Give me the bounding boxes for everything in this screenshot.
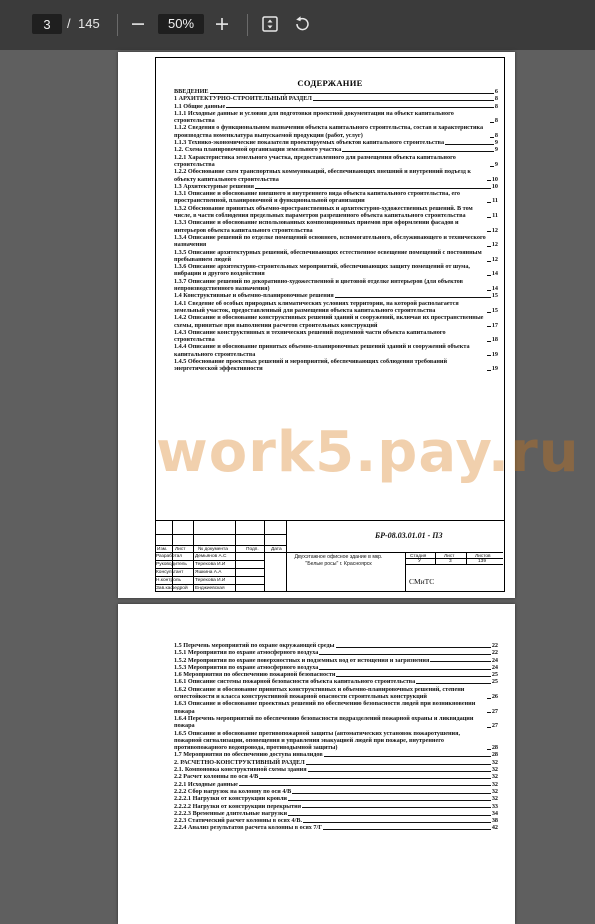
toc-entry-text: 1.1.2 Сведения о функциональном назначении объекта капитального строительства, состав и характеристика производства номенклатура выпускаемой продукции (работ, услуг) (174, 124, 484, 139)
toc-entry-text: 1.2.1 Характеристика земельного участка, предоставленного для размещения объекта капитального строительства (174, 153, 456, 168)
toc-entry-page: 8 (494, 131, 498, 139)
toc-entry[interactable] (174, 314, 498, 329)
object-name: Двухэтажное офисное здание в мкр. "Белые росы" г. Красноярск (294, 554, 383, 567)
watermark: work5.pay.ru (156, 420, 580, 485)
toc-entry-page: 25 (491, 678, 498, 686)
toc-leader-line (319, 654, 490, 655)
toc-entry[interactable] (174, 103, 498, 110)
sheets-label: Листов (475, 553, 491, 559)
toc-entry-text: 2.2.2.3 Временные длительные нагрузки (174, 809, 288, 817)
toc-entry[interactable] (174, 219, 498, 234)
toolbar-divider (247, 14, 248, 36)
document-page-3 (118, 52, 580, 598)
toc-leader-line (490, 137, 494, 138)
toc-entry-text: 1.1 Общие данные (174, 102, 226, 110)
stamp-role: Зав.кафедрой (156, 585, 188, 591)
toc-entry[interactable] (174, 146, 498, 153)
toc-entry-page: 12 (491, 226, 498, 234)
toc-entry[interactable] (174, 343, 498, 358)
toc-entry-text: 1.3 Архитектурные решения (174, 182, 255, 190)
toc-entry[interactable] (174, 358, 498, 373)
toc-entry-text: 2.2.2.1 Нагрузки от конструкции кровли (174, 795, 287, 803)
toc-entry[interactable] (174, 110, 498, 125)
fit-page-icon (261, 15, 279, 33)
toc-leader-line (487, 275, 491, 276)
toc-entry-page: 25 (491, 671, 498, 679)
toc-leader-line (255, 188, 491, 189)
toc-entry-page: 28 (491, 744, 498, 752)
toc-entry[interactable] (174, 664, 498, 671)
toc-entry-page: 38 (491, 817, 498, 825)
toc-entry[interactable] (174, 795, 498, 802)
toc-entry[interactable] (174, 766, 498, 773)
toc-entry[interactable] (174, 810, 498, 817)
toc-entry-text: 1.2.2 Обоснование схем транспортных коммуникаций, обеспечивающих внешний и внутренний подъезд к объекту капитального строительства (174, 168, 471, 183)
toc-entry-page: 32 (491, 773, 498, 781)
toc-entry-page: 27 (491, 707, 498, 715)
toc-leader-line (302, 807, 491, 808)
toc-leader-line (487, 217, 491, 218)
toc-list (174, 88, 498, 373)
stamp-header: Лист (175, 546, 186, 552)
toc-entry[interactable] (174, 139, 498, 146)
stamp-name: Демьянов А.С (195, 553, 227, 559)
toc-entry-page: 32 (491, 766, 498, 774)
toc-entry[interactable] (174, 788, 498, 795)
sheets-value: 139 (478, 559, 487, 564)
toc-leader-line (308, 771, 491, 772)
toc-entry-page: 8 (494, 95, 498, 103)
toc-entry-page: 8 (494, 102, 498, 110)
toc-entry[interactable] (174, 263, 498, 278)
toc-entry-text: 1.2. Схема планировочной организации земельного участка (174, 146, 342, 154)
minus-icon (131, 17, 145, 31)
stage-label: Стадия (410, 553, 427, 559)
toc-entry-text: 2.2.1 Исходные данные (174, 780, 238, 788)
toc-leader-line (487, 712, 491, 713)
toc-entry-text: 1.5 Перечень мероприятий по охране окружающей среды (174, 642, 335, 649)
stamp-line (264, 521, 265, 592)
toc-leader-line (487, 246, 491, 247)
toc-entry-page: 19 (491, 365, 498, 373)
toc-entry-page: 14 (491, 270, 498, 278)
toc-entry-page: 18 (491, 336, 498, 344)
stamp-line (286, 521, 287, 592)
toc-leader-line (336, 647, 491, 648)
toc-leader-line (210, 93, 494, 94)
stage-value: У (418, 559, 422, 564)
sheet-label: Лист (444, 553, 455, 559)
toc-leader-line (306, 764, 491, 765)
toc-entry[interactable] (174, 249, 498, 264)
toc-entry-text: 1.4.1 Сведение об особых природных климатических условиях территории, на которой располагается земельный участок, предоставленный для размещения объекта капитального строительства (174, 299, 459, 314)
toc-leader-line (342, 151, 494, 152)
toc-entry[interactable] (174, 803, 498, 810)
toc-entry[interactable] (174, 817, 498, 824)
toc-entry-page: 9 (494, 146, 498, 154)
toc-entry-text: 2.2.3 Статический расчет колонны в осях 4/В. (174, 817, 303, 825)
toc-entry[interactable] (174, 300, 498, 315)
toc-entry-text: 1.3.5 Описание архитектурных решений, обеспечивающих естественное освещение помещений с постоянным пребыванием людей (174, 248, 482, 263)
toc-entry-text: 1.5.2 Мероприятия по охране поверхностных и подземных вод от истощения и загрязнения (174, 656, 430, 664)
toc-leader-line (487, 341, 491, 342)
toc-entry-page: 22 (491, 642, 498, 649)
toc-entry[interactable] (174, 773, 498, 780)
rotate-button[interactable] (290, 12, 314, 36)
page-number-input[interactable] (32, 14, 62, 34)
stamp-header: № документа (198, 546, 228, 552)
toc-leader-line (487, 312, 491, 313)
toc-entry[interactable] (174, 715, 498, 730)
toc-entry-page: 6 (494, 88, 498, 95)
toc-entry-page: 32 (491, 758, 498, 766)
toc-leader-line (416, 683, 491, 684)
stamp-header: Подп. (246, 546, 259, 552)
toc-entry[interactable] (174, 751, 498, 758)
zoom-in-button[interactable] (210, 12, 234, 36)
toc-entry-page: 24 (491, 656, 498, 664)
toc-entry-page: 9 (494, 160, 498, 168)
toc-leader-line (487, 698, 491, 699)
toc-leader-line (292, 793, 491, 794)
stamp-role: Разработал (156, 553, 183, 559)
zoom-out-button[interactable] (126, 12, 150, 36)
toc-entry-text: 1.6 Мероприятия по обеспечению пожарной безопасности (174, 671, 336, 679)
toc-entry[interactable] (174, 649, 498, 656)
toc-leader-line (490, 166, 494, 167)
stamp-line (193, 521, 194, 592)
toc-leader-line (335, 297, 491, 298)
toc-entry[interactable] (174, 190, 498, 205)
toc-entry-page: 42 (491, 824, 498, 832)
toc-entry[interactable] (174, 292, 498, 299)
toc-entry-text: 1.1.3 Технико-экономические показатели проектируемых объектов капитального строительства (174, 139, 445, 147)
toc-entry-text: 1.7 Мероприятия по обеспечению доступа инвалидов (174, 751, 323, 759)
toc-entry-page: 10 (491, 182, 498, 190)
toc-entry-text: 1.4.4 Описание и обоснование принятых объемно-планировочных решений зданий и сооружений объекта капитального строительства (174, 343, 470, 358)
stamp-header: Изм. (157, 546, 168, 552)
toc-entry-page: 33 (491, 802, 498, 810)
stamp-name: Яшкина А.А (195, 569, 222, 575)
toc-entry-text: 1.5.1 Мероприятия по охране атмосферного воздуха (174, 649, 319, 657)
toc-entry-page: 26 (491, 693, 498, 701)
toc-entry-page: 27 (491, 722, 498, 730)
toc-entry-page: 17 (491, 321, 498, 329)
toc-leader-line (487, 727, 491, 728)
toc-entry-page: 34 (491, 809, 498, 817)
toc-entry-text: 1.1.1 Исходные данные и условия для подготовки проектной документации на объект капитального строительства (174, 109, 454, 125)
toc-entry-page: 8 (494, 117, 498, 125)
toc-entry-page: 32 (491, 795, 498, 803)
toc-leader-line (303, 822, 491, 823)
toc-entry-page: 14 (491, 285, 498, 293)
toc-leader-line (336, 676, 490, 677)
page-separator: / (67, 16, 71, 31)
toc-entry-text: 1.3.2 Обоснование принятых объемно-пространственных и архитектурно-художественных решений. В том числе, в части соблюдения предельных параметров разрешенного объекта капитального строительства (174, 204, 473, 220)
toc-entry[interactable] (174, 95, 498, 102)
toc-entry-page: 12 (491, 255, 498, 263)
toc-entry-text: 1.3.1 Описание и обоснование внешнего и внутреннего вида объекта капитального строительства, его пространственной, планировочной и функциональной организации (174, 190, 460, 205)
toc-entry-page: 15 (491, 306, 498, 314)
toc-leader-line (430, 661, 490, 662)
toc-leader-line (239, 785, 491, 786)
toc-leader-line (487, 749, 491, 750)
toolbar-divider (117, 14, 118, 36)
rotate-icon (293, 15, 311, 33)
toc-entry-page: 9 (494, 139, 498, 147)
toc-entry-text: ВВЕДЕНИЕ (174, 88, 209, 95)
toc-leader-line (487, 355, 491, 356)
stamp-header: Дата (271, 546, 282, 552)
toc-leader-line (319, 669, 490, 670)
toc-entry[interactable] (174, 678, 498, 685)
toc-leader-line (259, 778, 491, 779)
toc-entry-text: 2.2.2.2 Нагрузки от конструкции перекрытия (174, 802, 302, 810)
toc-entry-text: 1.4.2 Описание и обоснование конструктивных решений зданий и сооружений, включая их пространственные схемы, принятые при выполнении расчетов строительных конструкций (174, 314, 484, 329)
toc-entry[interactable] (174, 642, 498, 649)
toc-entry-text: 1.4.3 Описание конструктивных и технических решений подземной части объекта капитального строительства (174, 328, 446, 344)
document-code: БР-08.03.01.01 - ПЗ (375, 531, 443, 540)
toc-entry[interactable] (174, 824, 498, 831)
toc-entry-text: 2.2.4 Анализ результатов расчета колонны в осях 7/Г (174, 824, 323, 832)
toc-entry-text: 2.2 Расчет колонны по оси 4/В (174, 773, 259, 781)
pdf-toolbar (0, 0, 595, 50)
toc-entry-text: 1.4.5 Обоснование проектных решений и мероприятий, обеспечивающих соблюдения требований энергетической эффективности (174, 357, 448, 373)
zoom-level[interactable]: 50% (158, 14, 204, 34)
toc-entry-page: 11 (492, 197, 498, 205)
stamp-line (235, 521, 236, 592)
toc-entry-text: 1 АРХИТЕКТУРНО-СТРОИТЕЛЬНЫЙ РАЗДЕЛ (174, 95, 312, 103)
toc-entry[interactable] (174, 168, 498, 183)
toc-entry-text: 1.3.6 Описание архитектурно-строительных мероприятий, обеспечивающих защиту помещений от шума, вибрации и другого воздействия (174, 263, 470, 278)
toc-entry[interactable] (174, 183, 498, 190)
toc-entry-page: 32 (491, 787, 498, 795)
toc-leader-line (487, 261, 491, 262)
organization: СМиТС (409, 577, 435, 586)
toc-entry[interactable] (174, 730, 498, 752)
toc-leader-line (288, 800, 491, 801)
toc-entry-text: 2.2.2 Сбор нагрузок на колонну по оси 4/В (174, 787, 292, 795)
document-page-4 (118, 604, 515, 924)
toc-entry-page: 10 (491, 175, 498, 183)
stamp-role: Консультант (156, 569, 184, 575)
plus-icon (215, 17, 229, 31)
stamp-role: Н.контроль (156, 577, 181, 583)
toc-entry-page: 12 (491, 241, 498, 249)
toc-entry[interactable] (174, 329, 498, 344)
toc-entry-text: 1.6.2 Описание и обоснование принятых конструктивных и объемно-планировочных решений, степени огнестойкости и класса конструктивной пожарной опасности строительных конструкций (174, 685, 465, 701)
stamp-role: Руководитель (156, 561, 187, 567)
toc-leader-line (487, 370, 491, 371)
toc-entry-page: 11 (492, 212, 498, 220)
toc-title: СОДЕРЖАНИЕ (297, 78, 363, 88)
toc-entry-text: 1.3.7 Описание решений по декоративно-художественной и цветовой отделке интерьеров (для объектов непроизводственного назначения) (174, 277, 463, 293)
toc-leader-line (288, 815, 491, 816)
toc-entry[interactable] (174, 205, 498, 220)
toc-leader-line (323, 829, 491, 830)
toc-entry-text: 1.3.4 Описание решений по отделке помещений основного, вспомогательного, обслуживающего и технического назначения (174, 233, 486, 249)
toc-leader-line (445, 144, 494, 145)
title-block (155, 520, 505, 592)
stamp-line (405, 564, 503, 565)
stamp-name: Терехова И.И (195, 561, 226, 567)
toc-entry[interactable] (174, 781, 498, 788)
toc-entry-text: 1.3.3 Описание и обоснование использованных композиционных приемов при оформлении фасадов и интерьеров объекта капитального строительства (174, 219, 459, 234)
toc-entry[interactable] (174, 234, 498, 249)
toc-entry-page: 22 (491, 649, 498, 657)
toc-entry-text: 1.6.4 Перечень мероприятий по обеспечению безопасности подразделений пожарной охраны и ликвидации пожара (174, 714, 474, 730)
toc-entry[interactable] (174, 686, 498, 701)
toc-entry[interactable] (174, 124, 498, 139)
toc-entry-page: 15 (491, 292, 498, 300)
toc-leader-line (490, 122, 494, 123)
toc-entry-text: 2.1. Компоновка конструктивной схемы здания (174, 766, 307, 774)
toc-leader-line (487, 202, 491, 203)
toc-entry-text: 1.6.3 Описание и обоснование проектных решений по обеспечению безопасности людей при возникновении пожара (174, 700, 476, 715)
toc-entry-text: 1.5.3 Мероприятия по охране атмосферного воздуха (174, 663, 319, 671)
toc-leader-line (487, 290, 491, 291)
toc-leader-line (487, 180, 491, 181)
toc-entry-text: 1.4 Конструктивные и объемно-планировочные решения (174, 292, 334, 300)
toc-leader-line (324, 756, 491, 757)
toc-entry[interactable] (174, 278, 498, 293)
toc-entry-page: 32 (491, 780, 498, 788)
toc-leader-line (226, 107, 494, 108)
toc-entry[interactable] (174, 671, 498, 678)
stamp-line (155, 534, 286, 535)
page-total: 145 (78, 16, 100, 31)
toc-leader-line (313, 100, 494, 101)
toc-entry[interactable] (174, 759, 498, 766)
toc-list (174, 642, 498, 832)
toc-entry-text: 1.6.1 Описание системы пожарной безопасности объекта капитального строительства (174, 678, 416, 686)
toc-entry-text: 2. РАСЧЕТНО-КОНСТРУКТИВНЫЙ РАЗДЕЛ (174, 758, 305, 766)
toc-entry-page: 28 (491, 751, 498, 759)
toc-leader-line (487, 326, 491, 327)
toc-leader-line (487, 231, 491, 232)
stamp-name: Енджиевская (195, 585, 225, 591)
toc-entry[interactable] (174, 657, 498, 664)
fit-page-button[interactable] (258, 12, 282, 36)
toc-entry[interactable] (174, 154, 498, 169)
stamp-name: Терехова И.И (195, 577, 226, 583)
sheet-value: 3 (449, 559, 452, 564)
toc-entry-page: 19 (491, 350, 498, 358)
toc-entry[interactable] (174, 700, 498, 715)
toc-entry-page: 24 (491, 663, 498, 671)
toc-entry-text: 1.6.5 Описание и обоснование противопожарной защиты (автоматических установок пожаротушения, пожарной сигнализации, оповещения и управления эвакуацией людей при пожаре, внутреннего противопожарного водопровода, противодымной защиты) (174, 729, 460, 752)
